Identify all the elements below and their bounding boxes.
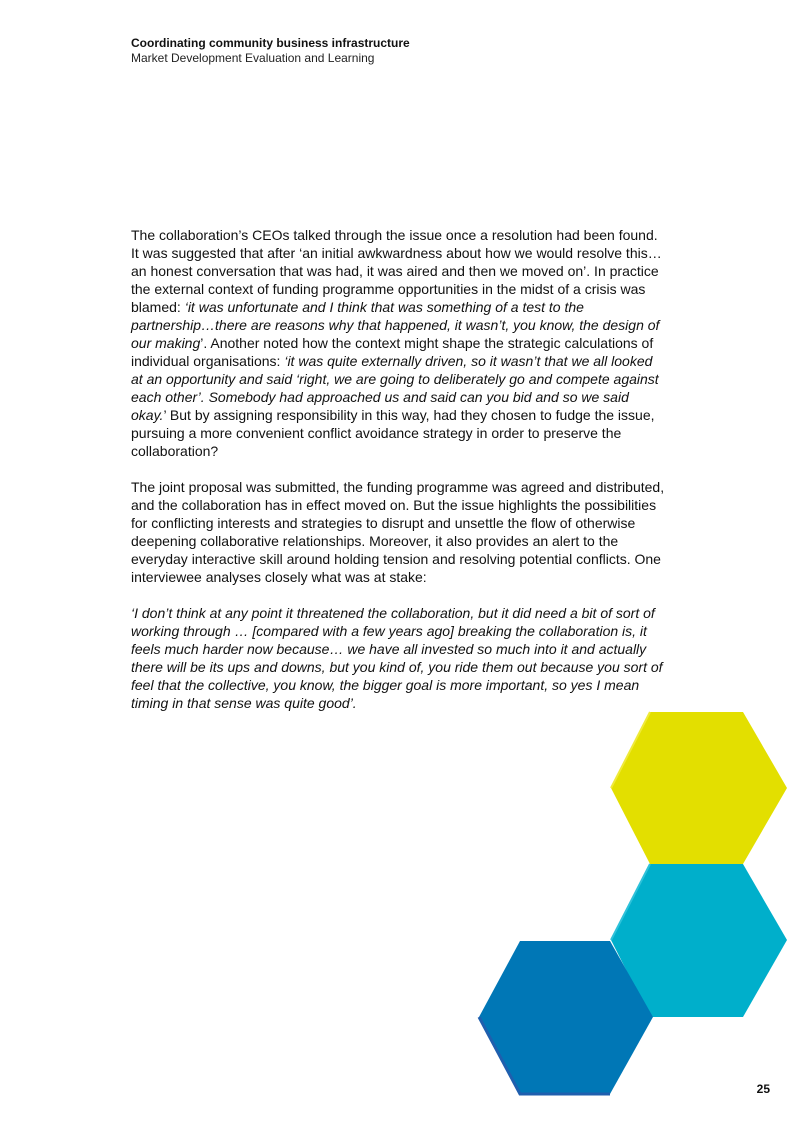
cyan-hexagon-edge: [611, 864, 650, 940]
article-body: [131, 226, 666, 730]
blue-hexagon-edge: [479, 1017, 610, 1094]
page-number: 25: [756, 1082, 770, 1096]
paragraph-1-quote-a: ‘it was unfortunate and I think that was something of a test to the partnership…there are reasons why that happened, it wasn’t, you know, the design of our making: [131, 299, 660, 351]
paragraph-1-text-a: The collaboration’s CEOs talked through the issue once a resolution had been found. It was suggested that after ‘an initial awkwardness about how we would resolve this…an honest conversation that was had, it was aired and then we moved on’. In practice the external context of funding programme opportunities in the midst of a crisis was blamed:: [131, 227, 662, 315]
header-subtitle: Market Development Evaluation and Learning: [131, 51, 375, 65]
interview-quote: [131, 604, 666, 712]
header-title: Coordinating community business infrastructure: [131, 36, 410, 50]
blue-hexagon: [479, 941, 653, 1094]
paragraph-1-quote-b: ‘it was quite externally driven, so it wasn’t that we all looked at an opportunity and said ‘right, we are going to deliberately go and compete against each other’. Somebody had approached us and said can you bid and so we said okay.: [131, 353, 659, 423]
paragraph-1-text-c: ’ But by assigning responsibility in this way, had they chosen to fudge the issue, pursuing a more convenient conflict avoidance strategy in order to preserve the collaboration?: [131, 407, 655, 459]
paragraph-1-text-b: ’. Another noted how the context might shape the strategic calculations of individual organisations:: [131, 335, 654, 369]
page-header: [131, 36, 691, 66]
interview-quote-text: ‘I don’t think at any point it threatened the collaboration, but it did need a bit of sort of working through … [compared with a few years ago] breaking the collaboration is, it feels much harder now because… we have all invested so much into it and actually there will be its ups and downs, but you kind of, you ride them out because you sort of feel that the collective, you know, the bigger goal is more important, so yes I mean timing in that sense was quite good’.: [131, 605, 663, 711]
paragraph-1: [131, 226, 666, 460]
yellow-hexagon: [611, 712, 787, 864]
paragraph-2: The joint proposal was submitted, the funding programme was agreed and distributed, and the collaboration has in effect moved on. But the issue highlights the possibilities for conflicting interests and strategies to disrupt and unsettle the flow of otherwise deepening collaborative relationships. Moreover, it also provides an alert to the everyday interactive skill around holding tension and resolving potential conflicts. One interviewee analyses closely what was at stake:: [131, 479, 665, 585]
cyan-hexagon: [611, 864, 787, 1017]
